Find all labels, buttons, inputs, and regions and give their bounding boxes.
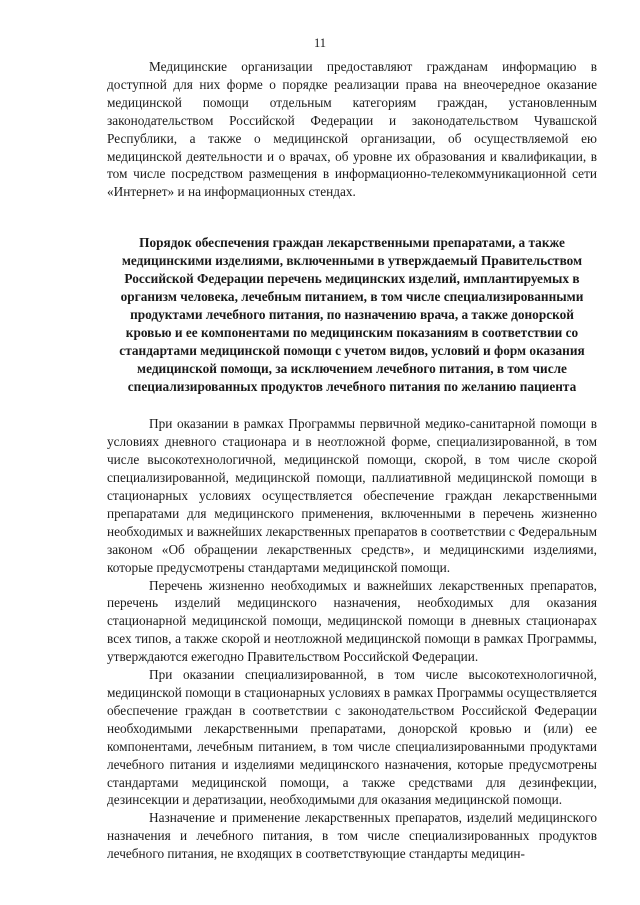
intro-paragraph: Медицинские организации предоставляют гражданам информацию в доступной для них форме о порядке реализации права на внеочередное оказание медицинской помощи отдельным категориям граждан, установленным законодательством Российской Федерации и законодательством Чувашской Республики, а также о медицинской организации, об осуществляемой ею медицинской деятельности и о врачах, об уровне их образования и квалификации, в том числе посредством размещения в информационно-телекоммуникационной сети «Интернет» и на информационных стендах. bbox=[107, 59, 597, 200]
body-paragraph-3: При оказании специализированной, в том числе высокотехнологичной, медицинской помощи в стационарных условиях в рамках Программы осуществляется обеспечение граждан в соответствии с законодательством Российской Федерации необходимыми лекарственными препаратами, донорской кровью и (или) ее компонентами, лечебным питанием, в том числе специализированными продуктами лечебного питания и изделиями медицинского назначения, которые предусмотрены стандартами медицинской помощи, а также средствами для дезинфекции, дезинсекции и дератизации, необходимыми для оказания медицинской помощи. bbox=[107, 667, 597, 808]
body-paragraph-4: Назначение и применение лекарственных препаратов, изделий медицинского назначения и лечебного питания, в том числе специализированных продуктов лечебного питания, не входящих в соответствующие стандарты медицин- bbox=[107, 810, 597, 862]
section-heading: Порядок обеспечения граждан лекарственными препаратами, а также медицинскими изделиями, включенными в утверждаемый Правительством Российской Федерации перечень медицинских изделий, имплантируемых в организм человека, лечебным питанием, в том числе специализированными продуктами лечебного питания, по назначению врача, а также донорской кровью и ее компонентами по медицинским показаниям в соответствии со стандартами медицинской помощи с учетом видов, условий и форм оказания медицинской помощи, за исключением лечебного питания, в том числе специализированных продуктов лечебного питания по желанию пациента bbox=[119, 235, 585, 394]
spacer bbox=[107, 395, 597, 415]
body-paragraph-1: При оказании в рамках Программы первичной медико-санитарной помощи в условиях дневного стационара и в неотложной форме, специализированной, в том числе высокотехнологичной, медицинской помощи, скорой, в том числе скорой специализированной, медицинской помощи, паллиативной медицинской помощи в стационарных условиях осуществляется обеспечение граждан лекарственными препаратами для медицинского применения, включенными в перечень жизненно необходимых и важнейших лекарственных препаратов в соответствии с Федеральным законом «Об обращении лекарственных средств», и медицинскими изделиями, которые предусмотрены стандартами медицинской помощи. bbox=[107, 416, 597, 575]
body-paragraph-2: Перечень жизненно необходимых и важнейших лекарственных препаратов, перечень изделий медицинского назначения, необходимых для оказания стационарной медицинской помощи, медицинской помощи в дневных стационарах всех типов, а также скорой и неотложной медицинской помощи в рамках Программы, утверждаются ежегодно Правительством Российской Федерации. bbox=[107, 577, 597, 665]
page-number: 11 bbox=[313, 36, 327, 50]
document-body bbox=[107, 58, 597, 863]
